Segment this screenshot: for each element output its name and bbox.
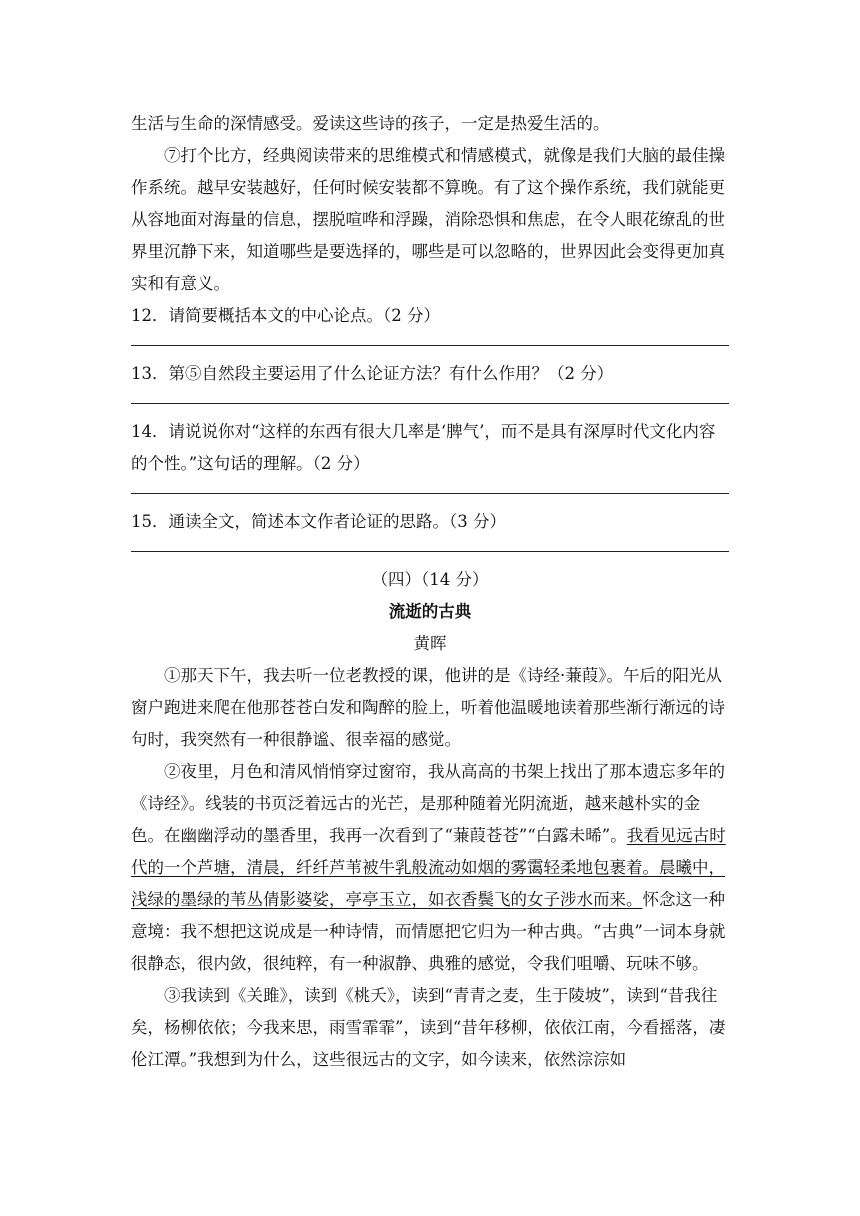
article-paragraph-1: ①那天下午，我去听一位老教授的课，他讲的是《诗经·蒹葭》。午后的阳光从窗户跑进来爬在他那苍苍白发和陶醉的脸上，听着他温暖地读着那些渐行渐远的诗句时，我突然有一种很静谧、很幸福的感觉。 [131, 666, 725, 749]
article-paragraph-2-start: ②夜里，月色和清风悄悄穿过窗帘，我从高高的书架上找出了那本遗忘多年的《诗经》。线装的书页泛着远古的光芒，是那种随着光阴流逝，越来越朴实的金色。在幽幽浮动的墨香里，我再一次看到了“蒹葭苍苍”“白露未晞”。 [131, 762, 725, 845]
passage-paragraph-7: ⑦打个比方，经典阅读带来的思维模式和情感模式，就像是我们大脑的最佳操作系统。越早安装越好，任何时候安装都不算晚。有了这个操作系统，我们就能更从容地面对海量的信息，摆脱喧哗和浮躁，消除恐惧和焦虑，在令人眼花缭乱的世界里沉静下来，知道哪些是要选择的，哪些是可以忽略的，世界因此会变得更加真实和有意义。 [131, 146, 725, 293]
question-13: 13．第⑤自然段主要运用了什么论证方法？有什么作用？（2 分） [131, 364, 614, 383]
article-paragraph-2 [131, 756, 729, 980]
article-title: 流逝的古典 [388, 602, 472, 621]
passage-paragraph-6-tail: 生活与生命的深情感受。爱读这些诗的孩子，一定是热爱生活的。 [131, 114, 610, 133]
underlined-sentence: 我看见远古时代的一个芦塘，清晨，纤纤芦苇被牛乳般流动如烟的雾霭轻柔地包裹着。晨曦中，浅绿的墨绿的苇丛倩影婆娑，亭亭玉立，如衣香鬓飞的女子涉水而来。 [131, 826, 726, 909]
article-paragraph-3: ③我读到《关雎》，读到《桃夭》，读到“青青之麦，生于陵坡”，读到“昔我往矣，杨柳依依；今我来思，雨雪霏霏”，读到“昔年移柳，依依江南，今看摇落，凄伦江潭。”我想到为什么，这些很远古的文字，如今读来，依然淙淙如 [131, 986, 726, 1069]
document-page [131, 108, 729, 1076]
question-12: 12．请简要概括本文的中心论点。（2 分） [131, 306, 440, 325]
question-14: 14．请说说你对“这样的东西有很大几率是‘脾气’，而不是具有深厚时代文化内容的个性。”这句话的理解。（2 分） [131, 422, 716, 473]
section-header: （四）（14 分） [371, 570, 489, 589]
answer-line-15[interactable] [131, 538, 729, 552]
answer-line-13[interactable] [131, 390, 729, 404]
article-paragraph-2-end: 怀念这一种意境：我不想把这说成是一种诗情，而情愿把它归为一种古典。“古典”一词本身就很静态，很内敛，很纯粹，有一种淑静、典雅的感觉，令我们咀嚼、玩味不够。 [131, 890, 726, 973]
answer-line-12[interactable] [131, 332, 729, 346]
question-15: 15．通读全文，简述本文作者论证的思路。（3 分） [131, 512, 506, 531]
answer-line-14[interactable] [131, 480, 729, 494]
article-author: 黄晖 [413, 634, 447, 653]
